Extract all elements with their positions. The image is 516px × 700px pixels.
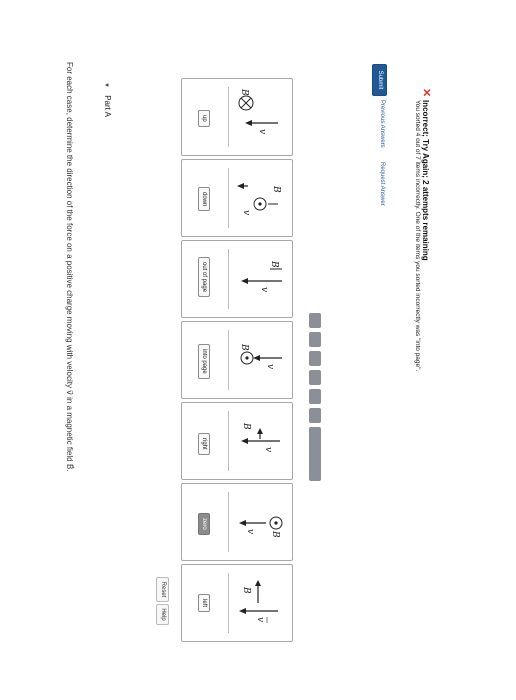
question-text: For each case, determine the direction of the force on a positive charge moving with velocity v⃗ in a magnetic field B⃗. bbox=[65, 62, 74, 472]
field-diagram-icon bbox=[228, 79, 292, 155]
sort-card[interactable] bbox=[181, 564, 293, 642]
caret-down-icon: ▼ bbox=[103, 82, 109, 88]
answer-chip[interactable]: left bbox=[198, 594, 210, 612]
answer-slot[interactable] bbox=[309, 313, 321, 328]
card-divider bbox=[228, 168, 229, 228]
svg-text:v: v bbox=[255, 617, 265, 623]
svg-text:B: B bbox=[241, 423, 251, 430]
svg-text:v: v bbox=[259, 287, 269, 293]
sort-card[interactable] bbox=[181, 159, 293, 237]
field-diagram-icon bbox=[228, 322, 292, 398]
svg-text:B: B bbox=[271, 186, 281, 193]
page-content bbox=[6, 0, 516, 700]
answer-chip[interactable]: zero bbox=[198, 513, 210, 535]
submit-button[interactable]: Submit bbox=[372, 64, 387, 96]
reset-button[interactable]: Reset bbox=[156, 577, 169, 602]
svg-text:B: B bbox=[269, 261, 279, 268]
part-a-header[interactable] bbox=[103, 82, 112, 117]
answer-slot[interactable] bbox=[309, 332, 321, 347]
svg-text:v: v bbox=[263, 447, 273, 453]
answer-slot[interactable] bbox=[309, 408, 321, 423]
answer-slot[interactable] bbox=[309, 351, 321, 366]
answer-chip[interactable]: into page bbox=[198, 344, 210, 379]
answer-slot[interactable] bbox=[309, 370, 321, 385]
svg-text:B: B bbox=[239, 89, 249, 96]
incorrect-x-icon: ✕ bbox=[420, 88, 432, 98]
svg-text:v: v bbox=[245, 529, 255, 535]
answer-chip[interactable]: out of page bbox=[198, 257, 210, 297]
sort-card[interactable] bbox=[181, 402, 293, 480]
card-divider bbox=[228, 411, 229, 471]
card-divider bbox=[228, 330, 229, 390]
card-divider bbox=[228, 87, 229, 147]
card-divider bbox=[228, 492, 229, 552]
field-diagram-icon bbox=[228, 241, 292, 317]
card-divider bbox=[228, 249, 229, 309]
part-label: Part A bbox=[103, 95, 112, 117]
answer-slot[interactable] bbox=[309, 427, 321, 481]
sort-card[interactable] bbox=[181, 240, 293, 318]
help-button[interactable]: Help bbox=[156, 604, 169, 625]
svg-text:B: B bbox=[239, 344, 249, 351]
card-divider bbox=[228, 573, 229, 633]
svg-text:v: v bbox=[241, 210, 251, 216]
answer-chip[interactable]: right bbox=[198, 433, 210, 455]
field-diagram-icon bbox=[228, 484, 292, 560]
answer-chip[interactable]: up bbox=[198, 110, 210, 127]
sort-card[interactable] bbox=[181, 78, 293, 156]
feedback-message: You sorted 4 out of 7 items incorrectly. One of the items you sorted incorrectly was "into page". bbox=[414, 100, 421, 372]
svg-text:B: B bbox=[270, 531, 280, 538]
sort-card[interactable] bbox=[181, 321, 293, 399]
svg-text:B: B bbox=[241, 587, 251, 594]
svg-text:v: v bbox=[257, 129, 267, 135]
previous-answers-link[interactable]: Previous Answers bbox=[379, 100, 385, 148]
svg-text:v: v bbox=[265, 364, 275, 370]
field-diagram-icon bbox=[228, 565, 292, 641]
feedback-title: Incorrect; Try Again; 2 attempts remaining bbox=[421, 100, 430, 261]
field-diagram-icon bbox=[228, 160, 292, 236]
answer-slot[interactable] bbox=[309, 389, 321, 404]
answer-chip[interactable]: down bbox=[198, 187, 210, 211]
request-answer-link[interactable]: Request Answer bbox=[379, 162, 385, 206]
sort-card[interactable] bbox=[181, 483, 293, 561]
field-diagram-icon bbox=[228, 403, 292, 479]
